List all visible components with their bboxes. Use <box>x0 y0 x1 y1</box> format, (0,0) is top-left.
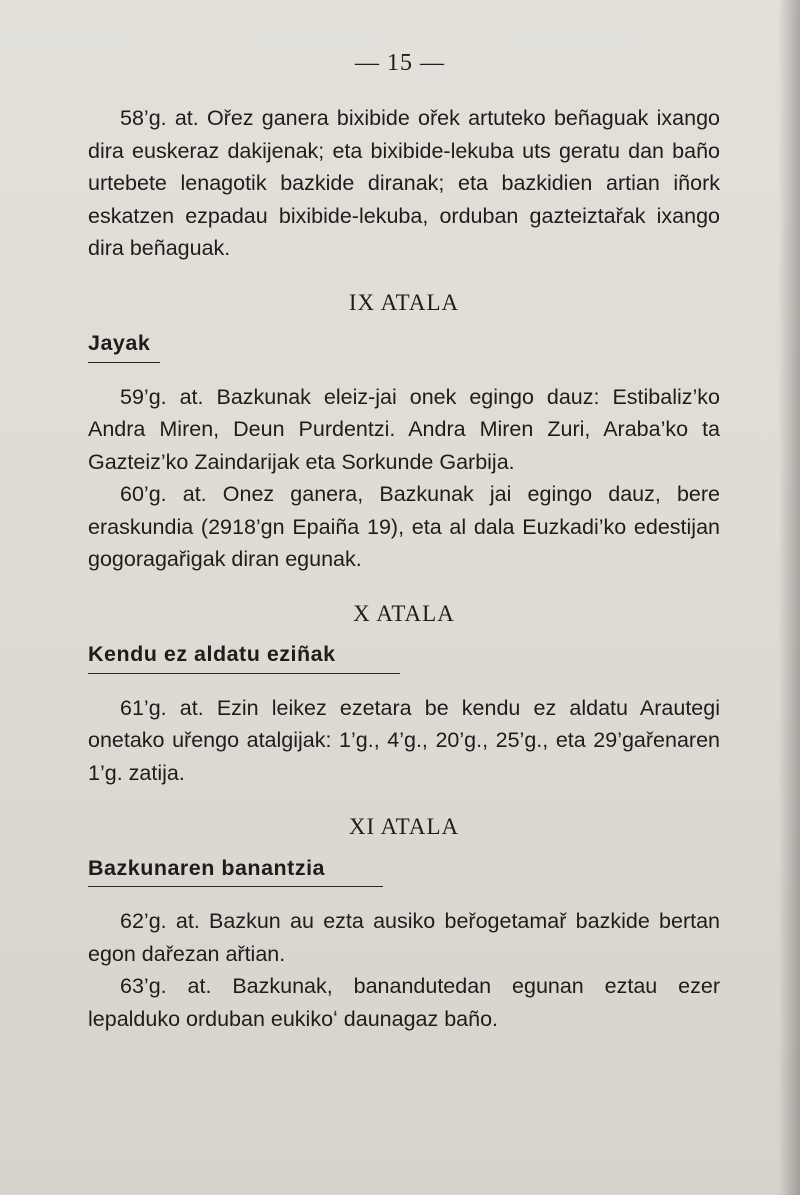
chapter-x-title: X ATALA <box>353 600 455 626</box>
article-62: 62’g. at. Bazkun au ezta ausiko beřogetamař bazkide bertan egon dařezan ařtian. <box>88 909 720 966</box>
article-61: 61’g. at. Ezin leikez ezetara be kendu ez aldatu Arautegi onetako uřengo atalgijak: 1’g., 4’g., 20’g., 25’g., eta 29’gařenaren 1’g. zatija. <box>88 695 720 785</box>
article-58: 58’g. at. Ořez ganera bixibide ořek artuteko beñaguak ixango dira euskeraz dakijenak; eta bixibide-lekuba uts geratu dan baño urtebete lenagotik bazkide diranak; eta bazkidien artian iñork eskatzen ezpadau bixibide-lekuba, orduban gazteiztařak ixango dira beñaguak. <box>88 106 720 260</box>
chapter-ix-title: IX ATALA <box>348 289 460 315</box>
article-63: 63’g. at. Bazkunak, banandutedan egunan eztau ezer lepalduko orduban eukikoʻ daunagaz baño. <box>88 974 720 1031</box>
page-number: — 15 — <box>355 50 445 76</box>
article-60: 60’g. at. Onez ganera, Bazkunak jai egingo dauz, bere eraskundia (2918’gn Epaiña 19), eta al dala Euzkadi’ko edestijan gogoragařigak diran egunak. <box>88 482 720 571</box>
page-body <box>88 102 720 1035</box>
section-heading-jayak: Jayak <box>88 327 160 363</box>
section-heading-kendu: Kendu ez aldatu eziñak <box>88 638 400 674</box>
section-heading-banantzia: Bazkunaren banantzia <box>88 852 383 888</box>
chapter-xi-title: XI ATALA <box>348 814 460 839</box>
article-59: 59’g. at. Bazkunak eleiz-jai onek egingo dauz: Estibaliz’ko Andra Miren, Deun Purdentzi. Andra Miren Zuri, Araba’ko ta Gazteiz’ko Zaindarijak eta Sorkunde Garbija. <box>88 384 720 474</box>
